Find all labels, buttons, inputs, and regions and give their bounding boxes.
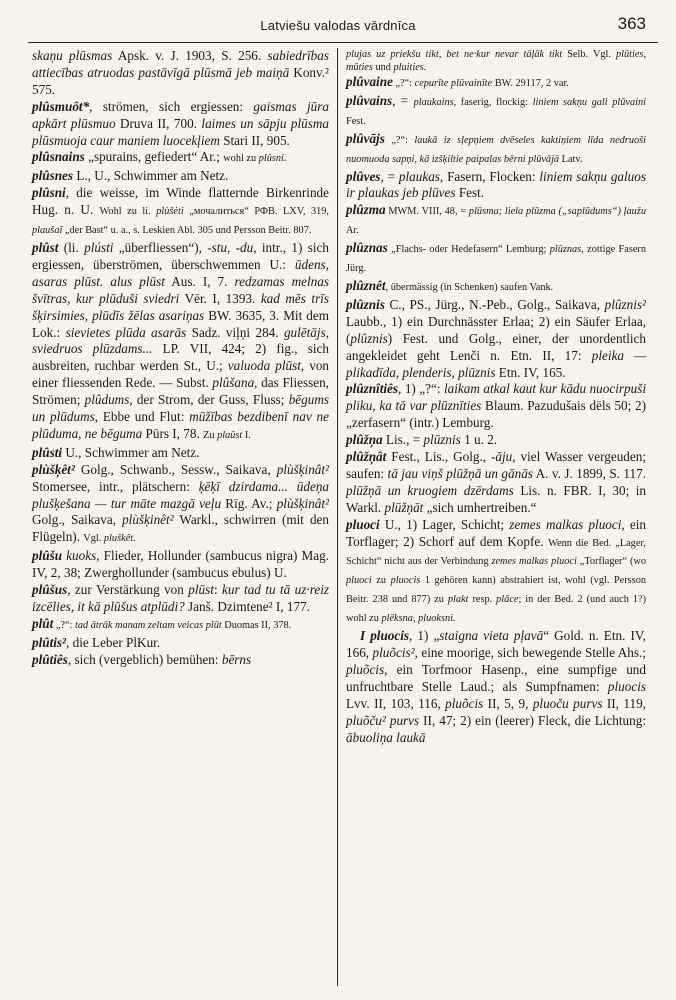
entry-text: plûznis	[350, 330, 388, 346]
entry-text: Apsk. v. J. 1903, S. 256.	[112, 48, 268, 63]
dictionary-entry	[32, 582, 329, 616]
dictionary-entry	[346, 74, 646, 93]
entry-text: staigna vieta pļavā	[439, 628, 544, 644]
dictionary-entry	[32, 616, 329, 635]
dictionary-entry	[346, 628, 646, 746]
entry-text: pluocis	[607, 678, 646, 694]
entry-text: „мочалиться“ РФВ. LXV, 319,	[183, 206, 329, 218]
entry-text: pluõcis	[346, 661, 385, 677]
entry-text: „der Bast“ u. a., s. Leskien Abl. 305 und Persson Beitr. 807.	[62, 225, 312, 237]
entry-headword: plûsnes	[32, 168, 74, 184]
entry-text: , strömen, sich ergiessen:	[89, 98, 254, 114]
entry-text: Fest., Lis., Golg.,	[386, 449, 492, 465]
dictionary-entry	[32, 99, 329, 150]
page-header	[0, 8, 676, 40]
dictionary-entry	[32, 168, 329, 185]
entry-text: ) Fest. und Golg., einer, der unordentlich angekleidet geht Lenči n. Etn. II, 17:	[346, 330, 646, 363]
entry-text: bērns	[221, 651, 252, 667]
entry-text: plūznas	[549, 244, 582, 256]
entry-text: Wohl zu li.	[99, 206, 157, 218]
entry-text: Selb. Vgl.	[562, 49, 616, 60]
entry-text: mūžības bezdibenī nav ne plūduma, ne bēguma	[32, 409, 329, 441]
dictionary-entry	[346, 202, 646, 240]
entry-text: redzamas melnas švītras, kur plūduši sviedri	[32, 273, 329, 306]
entry-text: (li.	[58, 239, 85, 255]
entry-text: Stari II, 905.	[219, 132, 290, 148]
entry-headword: plût	[32, 615, 54, 631]
entry-text: , ein Torflager; 2) Schorf auf dem Kopfe.	[346, 516, 646, 549]
entry-text: kuoks	[66, 548, 97, 564]
entry-text: U., Schwimmer am Netz.	[62, 444, 200, 460]
dictionary-entry	[346, 240, 646, 278]
entry-text: plûdums	[84, 392, 130, 408]
entry-text: plakt	[447, 594, 469, 606]
entry-text: ūdens, asaras plūst. alus plūst	[32, 256, 329, 289]
entry-text: plústi	[84, 239, 114, 255]
entry-text: L., U., Schwimmer am Netz.	[73, 168, 229, 184]
entry-text: plaûst	[217, 429, 243, 441]
entry-text: , eine moorige, sich bewegende Stelle Ahs.;	[414, 645, 646, 660]
column-divider	[337, 48, 338, 986]
entry-text: , 1) „	[409, 628, 440, 644]
entry-text: plūžņāt	[384, 499, 424, 515]
entry-text: sievietes plūda asarās	[65, 324, 187, 340]
entry-text: plùšėti	[156, 206, 184, 218]
dictionary-entry	[32, 462, 329, 549]
running-title: Latviešu valodas vārdnīca	[260, 18, 416, 33]
entry-headword: plûzma	[346, 202, 386, 218]
entry-text: Konv.² 575.	[32, 64, 329, 97]
entry-text: , zur Verstärkung von	[67, 582, 189, 598]
dictionary-entry	[346, 93, 646, 131]
entry-text: skaņu plūsmas	[32, 48, 113, 63]
entry-text: Stomersee, intr., plätschern:	[32, 478, 199, 494]
entry-text: „spurains, gefiedert“ Ar.;	[84, 149, 224, 165]
entry-headword: plûvājs	[346, 130, 385, 146]
dictionary-entry	[32, 149, 329, 168]
entry-text: laimes un sāpju plūsma plūsmuoja caur maniem luocekļiem	[32, 115, 329, 148]
entry-text: Rīg. Av.;	[221, 495, 277, 511]
entry-text: :	[213, 582, 223, 598]
entry-headword: plûžņât	[346, 449, 387, 465]
entry-text: Blaum. Pazudušais dēls 50; 2) „zerfasern“ (intr.) Lemburg.	[346, 398, 646, 431]
entry-text: bēgums un plūdums	[32, 392, 329, 425]
entry-headword: plûznêt	[346, 277, 386, 293]
entry-text: , von einer fliessenden Rede. — Subst.	[32, 358, 330, 391]
entry-headword: plùšķêt²	[32, 461, 75, 477]
entry-text: Sadz. viļņi 284.	[186, 324, 284, 340]
entry-text: plūst	[188, 582, 214, 598]
entry-text: -āju	[491, 449, 513, 465]
entry-text: , Ebbe und Flut:	[94, 409, 190, 425]
entry-text: , Flieder, Hollunder (sambucus nigra) Mag. IV, 2, 38; Zwerghollunder (sambucus ebulus) U.	[32, 548, 329, 581]
entry-text: Golg., Schwanb., Sessw., Saikava,	[74, 461, 277, 477]
entry-text: pluõcis²	[372, 645, 415, 660]
entry-text: laukā iz sļepņiem dvēseles kaktiņiem līda nedruoši nuomuoda sapņi, kā izšķiltie paipalas bērni plūvājā	[346, 134, 646, 165]
entry-headword: plûšus	[32, 582, 68, 598]
entry-text: zemes malkas pluoci	[491, 556, 577, 568]
entry-text: Ar.	[346, 225, 359, 237]
entry-text: , viel Wasser vergeuden; saufen:	[346, 449, 646, 481]
entry-text: pleika — plikadīda, plenderis, plūznis	[346, 347, 647, 380]
entry-text: Fest.	[346, 115, 366, 127]
entry-text: „überfliessen“),	[113, 239, 208, 255]
entry-text: I.	[242, 429, 251, 441]
entry-text: plaušaĩ	[32, 225, 63, 237]
header-rule	[28, 42, 658, 43]
entry-text: Fest.	[455, 185, 485, 201]
entry-headword: plûsnains	[32, 149, 85, 165]
entry-text: „?“:	[392, 78, 415, 89]
entry-headword: plûšu	[32, 548, 63, 564]
entry-text: , 1) „?“:	[398, 381, 444, 397]
entry-text: plūznis	[423, 432, 461, 448]
entry-text: plāce	[496, 594, 519, 606]
entry-text: MWM. VIII, 48, =	[385, 206, 469, 218]
entry-text: Aus. I, 7.	[164, 273, 235, 289]
entry-text: BW. 29117, 2 var.	[492, 78, 569, 89]
entry-text: Lis., =	[382, 432, 424, 448]
left-column	[32, 48, 329, 669]
entry-text: U., 1) Lager, Schicht;	[379, 516, 510, 532]
entry-text: pluoču purvs	[532, 695, 603, 711]
entry-text: , faserig, flockig:	[453, 96, 533, 108]
dictionary-entry	[32, 240, 329, 445]
entry-text: Golg., Saikava,	[32, 512, 123, 528]
dictionary-entry	[32, 635, 329, 652]
entry-text: Janš. Dzimtene² I, 177.	[184, 599, 310, 614]
entry-text: gulētājs, sviedruos plūzdams...	[32, 324, 329, 357]
entry-text: kur tad tu tā uz·reiz izcēlies, it kā plūšus atplūdi?	[32, 582, 329, 614]
entry-headword: plûst	[32, 239, 59, 255]
entry-text: Vgl.	[83, 533, 104, 545]
dictionary-entry	[346, 432, 646, 449]
entry-text: tā jau viņš plūžņā un gānās	[387, 465, 533, 481]
entry-text: und	[372, 62, 394, 73]
entry-text: Druva II, 700.	[115, 115, 202, 131]
entry-text: „Torflager“ (wo	[576, 556, 646, 568]
entry-text: plēksna, pluoksni.	[381, 613, 456, 625]
dictionary-entry	[32, 445, 329, 462]
entry-headword: plûtis²	[32, 634, 67, 650]
entry-headword: I pluocis	[360, 628, 410, 644]
entry-text: , übermässig (in Schenken) saufen Vank.	[385, 281, 554, 293]
entry-text: „Flachs- oder Hedefasern“ Lemburg;	[387, 244, 550, 256]
entry-text: , intr., 1) sich ergiessen, überströmen, überschwemmen U.:	[32, 239, 329, 272]
entry-text: plûznis²	[604, 296, 646, 312]
entry-text: , der Strom, der Guss, Fluss;	[129, 392, 289, 408]
dictionary-entry	[32, 48, 329, 99]
entry-headword: plûsmuôt*	[32, 98, 90, 114]
entry-text: II, 119,	[602, 695, 646, 711]
dictionary-entry	[346, 48, 646, 74]
entry-text: Wenn die Bed. „Lager, Schicht“ nicht aus der Verbindung	[346, 537, 646, 568]
entry-text: valuoda plūst	[227, 358, 301, 374]
entry-text: -stu, -du	[207, 239, 254, 255]
entry-text: liniem sakņu galuos ir plaukas jeb plūves	[346, 168, 647, 201]
entry-text: ķēķī dzirdama... ūdeņa plušķešana — tur māte mazgā veļu	[32, 478, 330, 511]
entry-text: C., PS., Jürg., N.-Peb., Golg., Saikava,	[384, 296, 605, 312]
entry-text: sabiedrības attiecības atruodas pastāvīgā plūsmā jeb maiņā	[32, 48, 329, 80]
entry-text: Etn. IV, 165.	[495, 364, 566, 380]
entry-text: plaukains	[413, 96, 454, 108]
entry-text: plûšana	[212, 375, 255, 391]
entry-headword: plûžņa	[346, 432, 383, 448]
entry-text: plaukas	[398, 168, 440, 184]
entry-text: wohl zu	[223, 153, 259, 165]
entry-text: „?“:	[53, 619, 75, 631]
entry-text: , ein Torfmoor Hasenp., eine sumpfige und unfruchtbare Stelle Laud.; als Sumpfnamen:	[346, 661, 646, 694]
entry-text: 1 u. 2.	[460, 432, 498, 448]
entry-text: „?“:	[384, 134, 415, 146]
entry-text: , =	[380, 168, 399, 184]
entry-text: pluocis	[390, 575, 421, 587]
entry-text: Vēr. I, 1393.	[179, 290, 261, 306]
dictionary-entry	[346, 131, 646, 169]
entry-text: cepurīte plūvainīte	[414, 78, 493, 89]
entry-headword: plûvaine	[346, 74, 393, 89]
dictionary-entry	[346, 297, 646, 382]
entry-text: Pūrs I, 78.	[142, 425, 204, 441]
entry-headword: plûsti	[32, 444, 63, 460]
entry-text: pluõcis	[445, 695, 484, 711]
entry-text: tad ātrāk manam zeltam veicas plūt	[75, 619, 222, 631]
dictionary-entry	[346, 169, 646, 203]
entry-text: “ Gold. n. Etn. IV, 166,	[346, 628, 646, 660]
entry-text: plùšķinât²	[276, 461, 329, 477]
right-column	[346, 48, 646, 746]
entry-text: ; in der Bed. 2 (und auch 1?) wohl zu	[346, 594, 646, 625]
entry-text: plùšķinât²	[276, 495, 329, 511]
entry-text: plujas uz priekšu tikt, bet ne·kur nevar tāļāk tikt	[346, 49, 563, 60]
entry-text: LP. VII, 424; 2) fig., sich ausbreiten, ruchbar werden St., U.;	[32, 341, 330, 374]
entry-text: II, 47; 2) ein (leerer) Fleck, die Lichtung:	[419, 712, 646, 728]
entry-text: , Fasern, Flocken:	[439, 168, 540, 184]
entry-text: plûsni.	[258, 153, 287, 165]
dictionary-entry	[346, 278, 646, 297]
entry-text: , =	[392, 92, 414, 108]
entry-text: Lvv. II, 103, 116,	[346, 695, 446, 711]
entry-text: pluities.	[393, 62, 427, 73]
entry-text: , sich (vergeblich) bemühen:	[67, 651, 222, 667]
entry-text: Lis. n. FBR. I, 30; in Warkl.	[346, 482, 647, 515]
page-number: 363	[617, 14, 646, 33]
entry-text: II, 5, 9,	[483, 695, 533, 711]
dictionary-entry	[346, 517, 646, 628]
entry-headword: pluoci	[346, 516, 380, 532]
entry-text: Warkl., schwirren (mit den Flügeln).	[32, 512, 329, 545]
entry-headword: plûtiês	[32, 651, 68, 667]
entry-text: resp.	[468, 594, 497, 606]
entry-text: , die weisse, im Winde flatternde Birkenrinde Hug. n. U.	[32, 185, 329, 218]
entry-text: pluõču² purvs	[346, 712, 420, 728]
dictionary-entry	[32, 652, 329, 669]
entry-text: A. v. J. 1899, S. 117.	[532, 465, 647, 481]
entry-headword: plûznîtiês	[346, 381, 399, 397]
entry-headword: plûves	[346, 168, 381, 184]
entry-text: zemes malkas pluoci	[509, 516, 622, 532]
entry-text: Latv.	[559, 153, 583, 165]
entry-headword: plûvains	[346, 92, 393, 108]
entry-headword: plûznas	[346, 240, 388, 256]
entry-text: Laubb., 1) ein Durchnässter Erlaa; 2) ein Säufer Erlaa, (	[346, 313, 646, 346]
entry-text: plùšķinêt²	[122, 512, 174, 528]
entry-text: , die Leber PlKur.	[66, 634, 161, 650]
entry-text: ābuoliņa laukā	[346, 729, 426, 745]
entry-text: 1 gehören kann) abstrahiert ist, wohl (vgl. Persson Beitr. 238 und 877) zu	[346, 575, 646, 606]
entry-text: BW. 3635, 3. Mit dem Lok.:	[32, 307, 329, 340]
dictionary-entry	[32, 185, 329, 240]
entry-text: pluškêt.	[103, 533, 136, 545]
dictionary-entry	[346, 381, 646, 432]
entry-text: plūsma; liela plūzma („saplūdums“) ļaužu	[468, 206, 646, 218]
dictionary-entry	[346, 449, 646, 517]
entry-text: plūžņā un kruogiem dzērdams	[346, 482, 514, 498]
entry-text: zu	[371, 575, 391, 587]
entry-text: , zottige Fasern Jürg.	[346, 244, 646, 275]
entry-text: Duomas II, 378.	[221, 619, 292, 631]
entry-text: pluoci	[346, 575, 372, 587]
entry-headword: plûsni	[32, 185, 66, 201]
dictionary-entry	[32, 548, 329, 582]
entry-text: Zu	[203, 429, 218, 441]
entry-text: gaismas jūra apkārt plūsmuo	[32, 98, 329, 131]
entry-text: , das Fliessen, Strömen;	[32, 375, 329, 408]
entry-text: liniem sakņu gali plūvaini	[532, 96, 647, 108]
entry-text: plūties, mūties	[346, 49, 647, 73]
entry-text: „sich umhertreiben.“	[423, 499, 537, 515]
entry-headword: plûznis	[346, 296, 385, 312]
entry-text: kad mēs trīs šķirsimies, plūdīs žēlas asariņas	[32, 290, 329, 323]
entry-text: laikam atkal kaut kur kādu nuocirpuši pliku, ka tā var plūznīties	[346, 381, 646, 414]
